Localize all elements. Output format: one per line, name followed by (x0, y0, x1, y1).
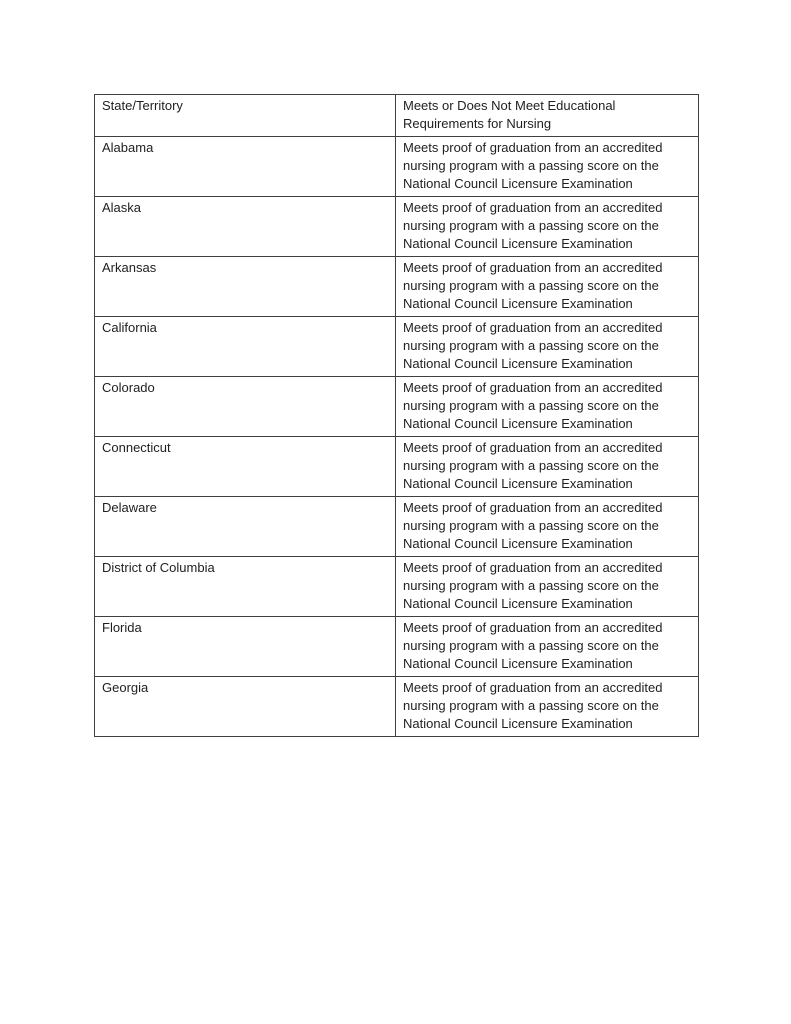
nursing-requirements-table (94, 94, 699, 737)
status-text: Meets proof of graduation from an accredited nursing program with a passing score on the National Council Licensure Examination (403, 560, 663, 611)
state-cell: Florida (95, 617, 396, 677)
status-cell (396, 377, 699, 437)
table-row (95, 377, 699, 437)
table-row (95, 557, 699, 617)
table-row (95, 137, 699, 197)
table-row (95, 257, 699, 317)
state-cell: Alabama (95, 137, 396, 197)
state-cell: Delaware (95, 497, 396, 557)
status-cell (396, 557, 699, 617)
table-row (95, 317, 699, 377)
table-header-row (95, 95, 699, 137)
status-cell (396, 677, 699, 737)
status-text: Meets proof of graduation from an accredited nursing program with a passing score on the National Council Licensure Examination (403, 140, 663, 191)
state-cell: Alaska (95, 197, 396, 257)
status-cell (396, 617, 699, 677)
status-text: Meets proof of graduation from an accredited nursing program with a passing score on the National Council Licensure Examination (403, 200, 663, 251)
state-cell: Arkansas (95, 257, 396, 317)
table-row (95, 197, 699, 257)
table-row (95, 617, 699, 677)
header-state-territory: State/Territory (95, 95, 396, 137)
status-cell (396, 137, 699, 197)
header-requirements-text: Meets or Does Not Meet Educational Requirements for Nursing (403, 98, 616, 131)
status-text: Meets proof of graduation from an accredited nursing program with a passing score on the National Council Licensure Examination (403, 440, 663, 491)
status-cell (396, 317, 699, 377)
table-row (95, 497, 699, 557)
status-cell (396, 437, 699, 497)
state-cell: Georgia (95, 677, 396, 737)
table-row (95, 677, 699, 737)
status-cell (396, 197, 699, 257)
header-requirements (396, 95, 699, 137)
state-cell: Connecticut (95, 437, 396, 497)
status-text: Meets proof of graduation from an accredited nursing program with a passing score on the National Council Licensure Examination (403, 320, 663, 371)
table-row (95, 437, 699, 497)
status-cell (396, 257, 699, 317)
state-cell: Colorado (95, 377, 396, 437)
status-text: Meets proof of graduation from an accredited nursing program with a passing score on the National Council Licensure Examination (403, 500, 663, 551)
status-text: Meets proof of graduation from an accredited nursing program with a passing score on the National Council Licensure Examination (403, 260, 663, 311)
status-text: Meets proof of graduation from an accredited nursing program with a passing score on the National Council Licensure Examination (403, 620, 663, 671)
state-cell: District of Columbia (95, 557, 396, 617)
status-text: Meets proof of graduation from an accredited nursing program with a passing score on the National Council Licensure Examination (403, 680, 663, 731)
status-cell (396, 497, 699, 557)
state-cell: California (95, 317, 396, 377)
status-text: Meets proof of graduation from an accredited nursing program with a passing score on the National Council Licensure Examination (403, 380, 663, 431)
